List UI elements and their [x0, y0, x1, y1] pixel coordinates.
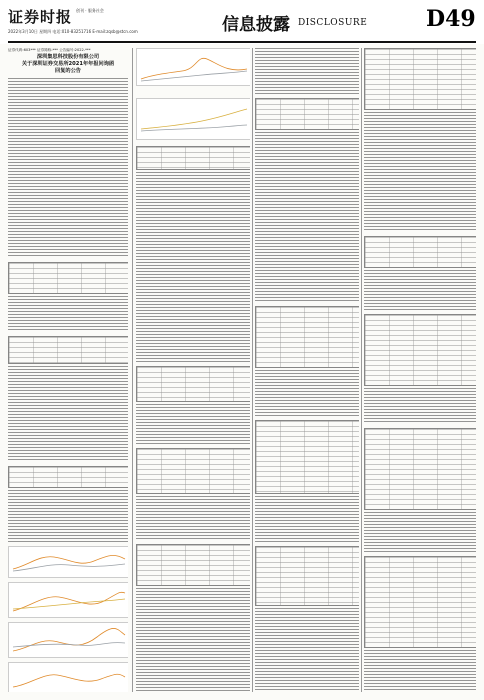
announcement-title-line-2: 关于深圳证券交易所2021年年报问询函	[21, 61, 115, 67]
body-text	[255, 496, 359, 542]
line-chart	[8, 662, 128, 692]
body-text	[364, 388, 476, 424]
body-text	[364, 650, 476, 692]
publication-meta: 2022年3月10日 星期四 电话:010-83251716 E-mail:zqsb@stcn.com	[8, 29, 138, 34]
column-1	[8, 48, 128, 692]
data-table	[255, 306, 359, 368]
body-text	[364, 270, 476, 310]
announcement-title-line-3: 回复的公告	[55, 68, 81, 74]
column-divider	[132, 48, 133, 692]
data-table	[255, 98, 359, 130]
section-title-english: DISCLOSURE	[298, 18, 368, 28]
body-text	[255, 132, 359, 302]
masthead-logo: 证券时报	[8, 8, 73, 26]
chart-line-series	[13, 555, 125, 569]
data-table	[8, 336, 128, 364]
data-table	[364, 314, 476, 386]
chart-line-series	[13, 643, 125, 647]
body-text	[136, 172, 250, 362]
column-2	[136, 48, 250, 692]
body-text	[8, 78, 128, 258]
body-text	[8, 490, 128, 542]
page-header	[0, 0, 484, 44]
data-table	[8, 262, 128, 294]
header-rule	[8, 41, 476, 43]
column-3	[255, 48, 359, 692]
announcement-title-line-1: 深圳集思科技股份有限公司	[36, 54, 100, 60]
data-table	[364, 236, 476, 268]
body-text	[255, 608, 359, 692]
line-chart	[8, 622, 128, 658]
masthead-subtitle: 创刊 · 服务社会	[76, 8, 104, 13]
section-title: 信息披露	[222, 15, 290, 35]
column-4	[364, 48, 476, 692]
data-table	[255, 546, 359, 606]
line-chart	[136, 48, 250, 86]
data-table	[364, 556, 476, 648]
body-text	[364, 112, 476, 232]
data-table	[255, 420, 359, 494]
data-table	[136, 448, 250, 494]
column-divider	[252, 48, 253, 692]
chart-line-series	[13, 564, 125, 571]
chart-line-series	[13, 628, 125, 651]
body-text	[136, 496, 250, 540]
line-chart	[8, 546, 128, 578]
chart-line-series	[13, 599, 125, 609]
line-chart	[8, 582, 128, 618]
body-text	[8, 296, 128, 332]
body-text	[136, 404, 250, 444]
chart-line-series	[141, 125, 247, 131]
data-table	[8, 466, 128, 488]
body-text	[255, 370, 359, 416]
page-number: D49	[426, 6, 476, 32]
body-text	[255, 48, 359, 94]
data-table	[364, 48, 476, 110]
stock-code-line: 证券代码:603*** 证券简称:*** 公告编号:2022-***	[8, 48, 91, 52]
body-text	[8, 366, 128, 462]
column-divider	[361, 48, 362, 692]
line-chart	[136, 98, 250, 140]
body-text	[364, 512, 476, 552]
chart-line-series	[141, 71, 247, 81]
chart-line-series	[13, 674, 125, 687]
body-text	[136, 588, 250, 692]
data-table	[136, 544, 250, 586]
data-table	[136, 366, 250, 402]
data-table	[136, 146, 250, 170]
chart-line-series	[13, 592, 125, 611]
data-table	[364, 428, 476, 510]
